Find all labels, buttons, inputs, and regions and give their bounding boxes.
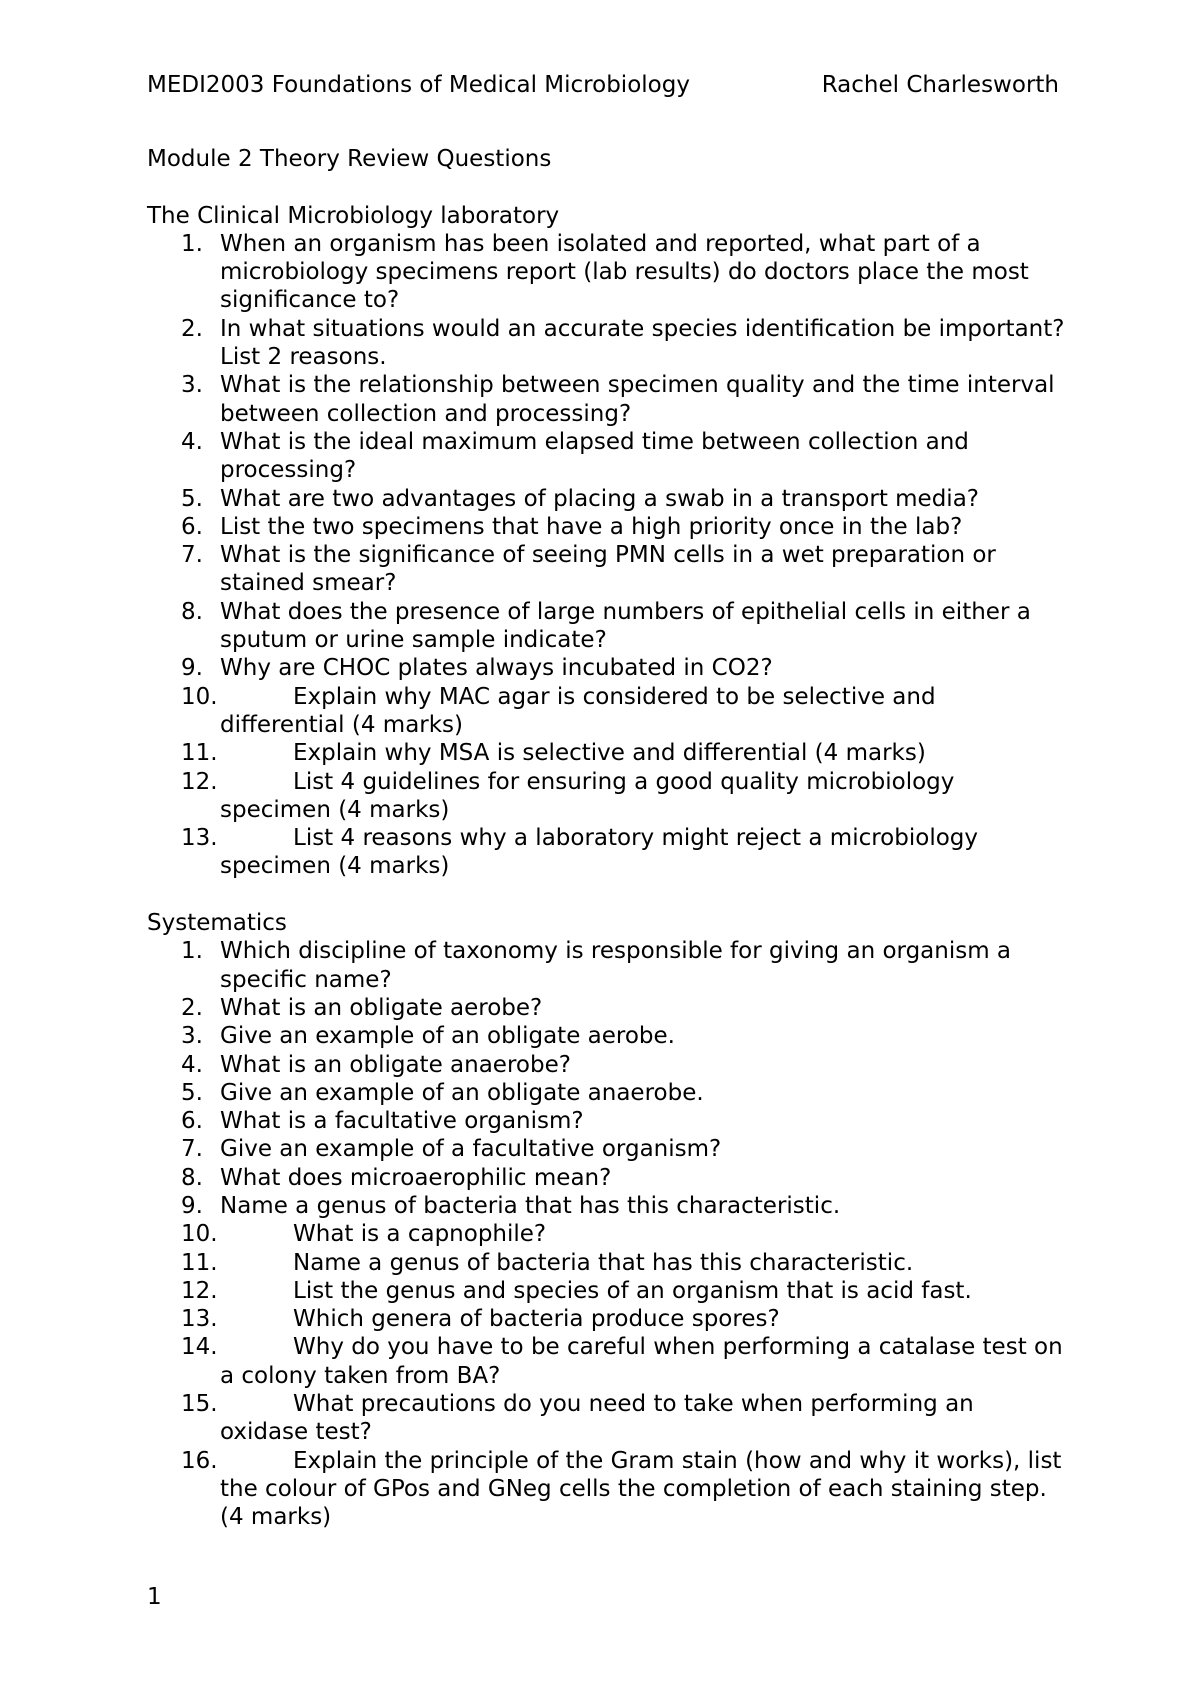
question-text: Give an example of a facultative organism?	[220, 1136, 722, 1163]
question-number: 15.	[181, 1391, 218, 1418]
question-text: Give an example of an obligate anaerobe.	[220, 1079, 704, 1106]
question-item	[147, 541, 1067, 598]
question-text: When an organism has been isolated and reported, what part of a microbiology specimens report (lab results) do doctors place the most significance to?	[220, 230, 1029, 314]
question-text: List the two specimens that have a high priority once in the lab?	[220, 513, 963, 540]
question-text: Give an example of an obligate aerobe.	[220, 1023, 675, 1050]
question-number: 6.	[181, 1108, 203, 1135]
question-number: 13.	[181, 1306, 218, 1333]
question-item	[147, 1135, 1067, 1163]
question-item	[147, 1277, 1067, 1305]
question-text: What is an obligate anaerobe?	[220, 1051, 571, 1078]
section-heading: The Clinical Microbiology laboratory	[147, 202, 560, 229]
question-number: 4.	[181, 428, 203, 455]
section-spacer	[147, 881, 1067, 909]
document-body	[147, 145, 1067, 1532]
question-item	[147, 315, 1067, 372]
question-number: 9.	[181, 1192, 203, 1219]
question-text: List 4 guidelines for ensuring a good quality microbiology specimen (4 marks)	[220, 768, 955, 823]
question-item	[147, 1220, 1067, 1248]
question-number: 2.	[181, 315, 203, 342]
course-title: MEDI2003 Foundations of Medical Microbiology	[147, 72, 690, 98]
author-name: Rachel Charlesworth	[821, 72, 1059, 98]
question-number: 5.	[181, 485, 203, 512]
question-item	[147, 1079, 1067, 1107]
question-text: List the genus and species of an organism that is acid fast.	[293, 1277, 972, 1304]
question-list	[147, 937, 1067, 1531]
question-number: 1.	[181, 230, 203, 257]
question-text: What does microaerophilic mean?	[220, 1164, 612, 1191]
question-item	[147, 598, 1067, 655]
question-item	[147, 1249, 1067, 1277]
question-text: What does the presence of large numbers of epithelial cells in either a sputum or urine sample indicate?	[220, 598, 1031, 654]
question-text: What is an obligate aerobe?	[220, 994, 543, 1021]
question-item	[147, 230, 1067, 315]
question-number: 5.	[181, 1079, 203, 1106]
question-item	[147, 683, 1067, 740]
question-item	[147, 1051, 1067, 1079]
question-text: What is a facultative organism?	[220, 1108, 584, 1135]
question-number: 10.	[181, 683, 218, 710]
question-text: Explain the principle of the Gram stain (how and why it works), list the colour of GPos and GNeg cells the completion of each staining step. (4 marks)	[220, 1447, 1062, 1531]
question-text: What is the significance of seeing PMN cells in a wet preparation or stained smear?	[220, 542, 996, 597]
question-text: What is the ideal maximum elapsed time between collection and processing?	[220, 428, 969, 484]
section-clinical-lab	[147, 202, 1067, 881]
question-number: 14.	[181, 1334, 218, 1361]
question-item	[147, 371, 1067, 428]
question-text: Name a genus of bacteria that has this characteristic.	[293, 1249, 914, 1276]
question-number: 1.	[181, 938, 203, 965]
question-item	[147, 1192, 1067, 1220]
question-item	[147, 1305, 1067, 1333]
question-number: 4.	[181, 1051, 203, 1078]
question-item	[147, 1107, 1067, 1135]
question-text: List 4 reasons why a laboratory might reject a microbiology specimen (4 marks)	[220, 825, 978, 880]
question-item	[147, 654, 1067, 682]
document-title: Module 2 Theory Review Questions	[147, 146, 552, 172]
question-item	[147, 1333, 1067, 1390]
question-item	[147, 513, 1067, 541]
question-text: Why are CHOC plates always incubated in CO2?	[220, 655, 773, 682]
question-item	[147, 937, 1067, 994]
question-number: 16.	[181, 1447, 218, 1474]
question-item	[147, 428, 1067, 485]
question-text: What are two advantages of placing a swab in a transport media?	[220, 485, 979, 512]
question-number: 8.	[181, 1164, 203, 1191]
question-number: 3.	[181, 1023, 203, 1050]
question-text: What is a capnophile?	[293, 1221, 547, 1248]
question-text: Name a genus of bacteria that has this characteristic.	[220, 1192, 841, 1219]
question-number: 6.	[181, 513, 203, 540]
question-item	[147, 1390, 1067, 1447]
question-item	[147, 485, 1067, 513]
page-number: 1	[147, 1584, 162, 1610]
question-item	[147, 1022, 1067, 1050]
section-heading: Systematics	[147, 910, 287, 937]
question-number: 10.	[181, 1221, 218, 1248]
question-number: 12.	[181, 1277, 218, 1304]
question-text: Why do you have to be careful when performing a catalase test on a colony taken from BA?	[220, 1334, 1063, 1389]
question-item	[147, 994, 1067, 1022]
question-number: 11.	[181, 1249, 218, 1276]
question-text: What precautions do you need to take when performing an oxidase test?	[220, 1391, 974, 1446]
question-item	[147, 768, 1067, 825]
question-text: What is the relationship between specimen quality and the time interval between collection and processing?	[220, 372, 1055, 427]
question-number: 11.	[181, 740, 218, 767]
question-text: Which discipline of taxonomy is responsible for giving an organism a specific name?	[220, 938, 1012, 993]
question-item	[147, 1164, 1067, 1192]
question-number: 8.	[181, 598, 203, 625]
question-text: Explain why MSA is selective and differential (4 marks)	[293, 740, 926, 767]
question-number: 7.	[181, 1136, 203, 1163]
question-number: 2.	[181, 994, 203, 1021]
question-text: Which genera of bacteria produce spores?	[293, 1306, 780, 1333]
question-list	[147, 230, 1067, 881]
question-number: 7.	[181, 542, 203, 569]
question-text: In what situations would an accurate species identification be important? List 2 reasons.	[220, 315, 1065, 371]
question-item	[147, 1447, 1067, 1532]
question-number: 12.	[181, 768, 218, 795]
question-number: 3.	[181, 372, 203, 399]
question-text: Explain why MAC agar is considered to be selective and differential (4 marks)	[220, 683, 936, 738]
question-number: 9.	[181, 655, 203, 682]
question-item	[147, 824, 1067, 881]
question-item	[147, 739, 1067, 767]
question-number: 13.	[181, 825, 218, 852]
section-systematics	[147, 909, 1067, 1532]
